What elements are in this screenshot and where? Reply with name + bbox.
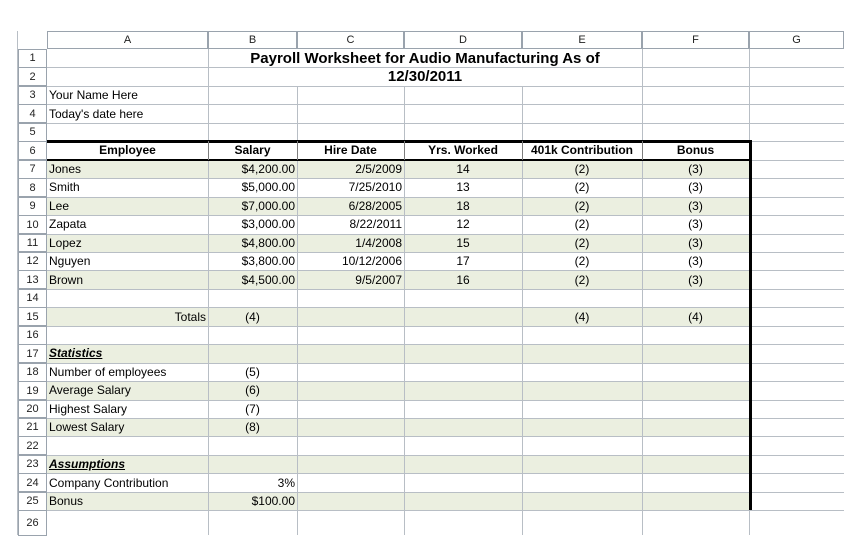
row-header-3[interactable]: 3 [18,86,47,105]
statistics-value[interactable]: (7) [245,401,260,416]
row-header-20[interactable]: 20 [18,400,47,419]
statistics-label[interactable]: Average Salary [49,383,131,398]
assumptions-label[interactable]: Company Contribution [49,475,169,490]
grid-col-line [642,49,643,535]
assumptions-value[interactable]: $100.00 [251,494,295,509]
sheet-title[interactable]: Payroll Worksheet for Audio Manufacturing As of [250,49,600,67]
header-column-separator [642,141,643,159]
row-header-12[interactable]: 12 [18,252,47,271]
statistics-value[interactable]: (8) [245,420,260,435]
employee-name[interactable]: Brown [49,272,84,287]
employee-yrs-worked[interactable]: 13 [456,180,470,195]
header-401k-contribution[interactable]: 401k Contribution [530,143,633,158]
select-all-corner[interactable] [0,0,47,47]
row-header-4[interactable]: 4 [18,104,47,123]
row-header-21[interactable]: 21 [18,418,47,437]
employee-401k[interactable]: (2) [574,235,590,250]
row-header-26[interactable]: 26 [18,510,47,535]
header-bonus[interactable]: Bonus [676,143,715,158]
employee-yrs-worked[interactable]: 17 [456,254,470,269]
employee-hire-date[interactable]: 9/5/2007 [355,272,402,287]
employee-salary[interactable]: $4,800.00 [241,235,295,250]
totals-label[interactable]: Totals [174,309,206,324]
assumptions-label[interactable]: Bonus [49,494,84,509]
header-salary[interactable]: Salary [234,143,271,158]
employee-name[interactable]: Lopez [49,235,82,250]
employee-401k[interactable]: (2) [574,217,590,232]
employee-bonus[interactable]: (3) [688,161,703,176]
employee-hire-date[interactable]: 2/5/2009 [355,161,402,176]
row-header-25[interactable]: 25 [18,492,47,511]
column-header-a[interactable]: A [47,31,208,49]
row-header-10[interactable]: 10 [18,215,47,234]
table-right-border [749,140,752,510]
employee-salary[interactable]: $4,500.00 [241,272,295,287]
name-cell[interactable]: Your Name Here [49,88,138,103]
column-header-c[interactable]: C [297,31,404,49]
table-top-border [47,140,752,143]
row-header-6[interactable]: 6 [18,141,47,160]
employee-401k[interactable]: (2) [574,180,590,195]
totals-salary[interactable]: (4) [245,309,260,324]
employee-name[interactable]: Jones [49,161,82,176]
column-header-g[interactable]: G [749,31,844,49]
employee-salary[interactable]: $7,000.00 [241,198,295,213]
employee-bonus[interactable]: (3) [688,254,703,269]
grid-row-line [47,510,844,511]
employee-yrs-worked[interactable]: 12 [456,217,470,232]
row-header-14[interactable]: 14 [18,289,47,308]
row-header-17[interactable]: 17 [18,344,47,363]
employee-hire-date[interactable]: 10/12/2006 [341,254,402,269]
assumptions-heading[interactable]: Assumptions [49,457,126,472]
row-header-18[interactable]: 18 [18,363,47,382]
row-header-13[interactable]: 13 [18,270,47,289]
header-column-separator [208,141,209,159]
employee-401k[interactable]: (2) [574,198,590,213]
employee-name[interactable]: Zapata [49,217,87,232]
row-header-7[interactable]: 7 [18,160,47,179]
employee-bonus[interactable]: (3) [688,235,703,250]
grid-col-line [208,49,209,535]
header-column-separator [522,141,523,159]
employee-hire-date[interactable]: 7/25/2010 [348,180,402,195]
employee-hire-date[interactable]: 6/28/2005 [348,198,402,213]
employee-salary[interactable]: $3,000.00 [241,217,295,232]
column-header-f[interactable]: F [642,31,749,49]
row-header-22[interactable]: 22 [18,436,47,455]
column-header-d[interactable]: D [404,31,522,49]
employee-hire-date[interactable]: 1/4/2008 [355,235,402,250]
employee-salary[interactable]: $4,200.00 [241,161,295,176]
header-column-separator [404,141,405,159]
employee-bonus[interactable]: (3) [688,180,703,195]
row-header-9[interactable]: 9 [18,197,47,216]
grid-row-line [47,326,844,327]
grid-row-line [47,289,844,290]
employee-yrs-worked[interactable]: 14 [456,161,470,176]
totals-401k[interactable]: (4) [574,309,590,324]
row-header-strip [17,31,18,535]
header-hire-date[interactable]: Hire Date [324,143,377,158]
employee-name[interactable]: Nguyen [49,254,91,269]
statistics-value[interactable]: (5) [245,364,260,379]
employee-401k[interactable]: (2) [574,254,590,269]
grid-row-line [47,123,844,124]
date-cell[interactable]: Today's date here [49,106,144,121]
row-header-11[interactable]: 11 [18,234,47,253]
statistics-label[interactable]: Lowest Salary [49,420,125,435]
employee-401k[interactable]: (2) [574,272,590,287]
row-header-2[interactable]: 2 [18,67,47,86]
employee-bonus[interactable]: (3) [688,198,703,213]
employee-name[interactable]: Lee [49,198,70,213]
employee-yrs-worked[interactable]: 18 [456,198,470,213]
employee-yrs-worked[interactable]: 16 [456,272,470,287]
grid-row-line [47,436,844,437]
column-header-e[interactable]: E [522,31,642,49]
employee-401k[interactable]: (2) [574,161,590,176]
totals-bonus[interactable]: (4) [688,309,703,324]
row-header-8[interactable]: 8 [18,178,47,197]
row-header-16[interactable]: 16 [18,326,47,345]
statistics-label[interactable]: Number of employees [49,364,167,379]
header-yrs-worked[interactable]: Yrs. Worked [428,143,498,158]
row-header-5[interactable]: 5 [18,123,47,142]
statistics-value[interactable]: (6) [245,383,260,398]
statistics-label[interactable]: Highest Salary [49,401,128,416]
employee-salary[interactable]: $5,000.00 [241,180,295,195]
row-header-24[interactable]: 24 [18,473,47,492]
employee-salary[interactable]: $3,800.00 [241,254,295,269]
statistics-heading[interactable]: Statistics [49,346,103,361]
row-header-15[interactable]: 15 [18,307,47,326]
row-header-23[interactable]: 23 [18,455,47,474]
column-header-b[interactable]: B [208,31,297,49]
header-employee[interactable]: Employee [99,143,156,158]
employee-bonus[interactable]: (3) [688,272,703,287]
employee-name[interactable]: Smith [49,180,80,195]
row-header-1[interactable]: 1 [18,49,47,68]
table-header-bottom-border [47,159,752,161]
sheet-title-date[interactable]: 12/30/2011 [387,68,463,86]
row-header-19[interactable]: 19 [18,381,47,400]
employee-hire-date[interactable]: 8/22/2011 [349,217,402,232]
assumptions-value[interactable]: 3% [277,475,295,490]
employee-yrs-worked[interactable]: 15 [456,235,470,250]
employee-bonus[interactable]: (3) [688,217,703,232]
header-column-separator [297,141,298,159]
